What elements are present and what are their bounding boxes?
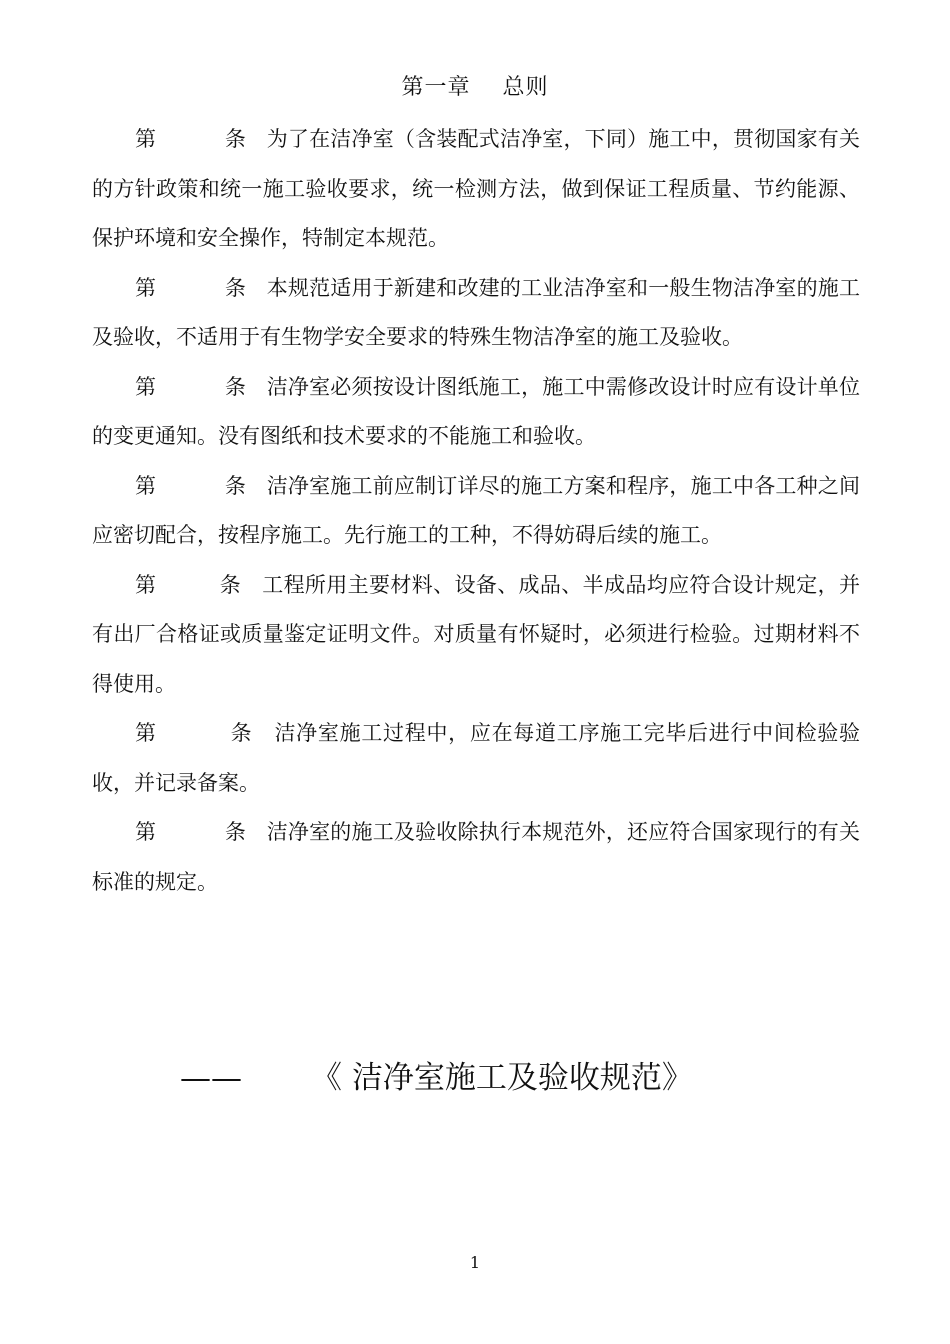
article-2 <box>92 264 860 363</box>
article-label: 第 条 <box>135 127 267 151</box>
article-text: 本规范适用于新建和改建的工业洁净室和一般生物洁净室的施工及验收，不适用于有生物学安全要求的特殊生物洁净室的施工及验收。 <box>92 275 860 349</box>
article-text: 洁净室施工前应制订详尽的施工方案和程序，施工中各工种之间应密切配合，按程序施工。先行施工的工种，不得妨碍后续的施工。 <box>92 473 860 547</box>
article-label: 第 条 <box>135 721 275 745</box>
chapter-title: 第一章 总则 <box>401 75 549 100</box>
article-label: 第 条 <box>135 473 267 498</box>
article-label: 第 条 <box>135 275 267 300</box>
article-6 <box>92 709 860 808</box>
article-list <box>92 115 860 907</box>
article-text: 洁净室必须按设计图纸施工，施工中需修改设计时应有设计单位的变更通知。没有图纸和技术要求的不能施工和验收。 <box>92 374 860 448</box>
article-3 <box>92 363 860 462</box>
article-7 <box>92 808 860 907</box>
article-label: 第 条 <box>135 820 267 844</box>
page-number: 1 <box>469 1253 481 1272</box>
article-5 <box>92 561 860 710</box>
article-label: 第 条 <box>135 374 267 399</box>
article-label: 第 条 <box>135 572 263 597</box>
article-1 <box>92 115 860 264</box>
article-4 <box>92 462 860 561</box>
article-text: 工程所用主要材料、设备、成品、半成品均应符合设计规定，并有出厂合格证或质量鉴定证明文件。对质量有怀疑时，必须进行检验。过期材料不得使用。 <box>92 572 861 696</box>
article-text: 洁净室的施工及验收除执行本规范外，还应符合国家现行的有关标准的规定。 <box>92 820 860 894</box>
document-signature: —— 《 洁净室施工及验收规范》 <box>180 1060 693 1096</box>
article-text: 为了在洁净室（含装配式洁净室，下同）施工中，贯彻国家有关的方针政策和统一施工验收要求，统一检测方法，做到保证工程质量、节约能源、保护环境和安全操作，特制定本规范。 <box>92 127 860 250</box>
article-text: 洁净室施工过程中，应在每道工序施工完毕后进行中间检验验收，并记录备案。 <box>92 721 860 795</box>
